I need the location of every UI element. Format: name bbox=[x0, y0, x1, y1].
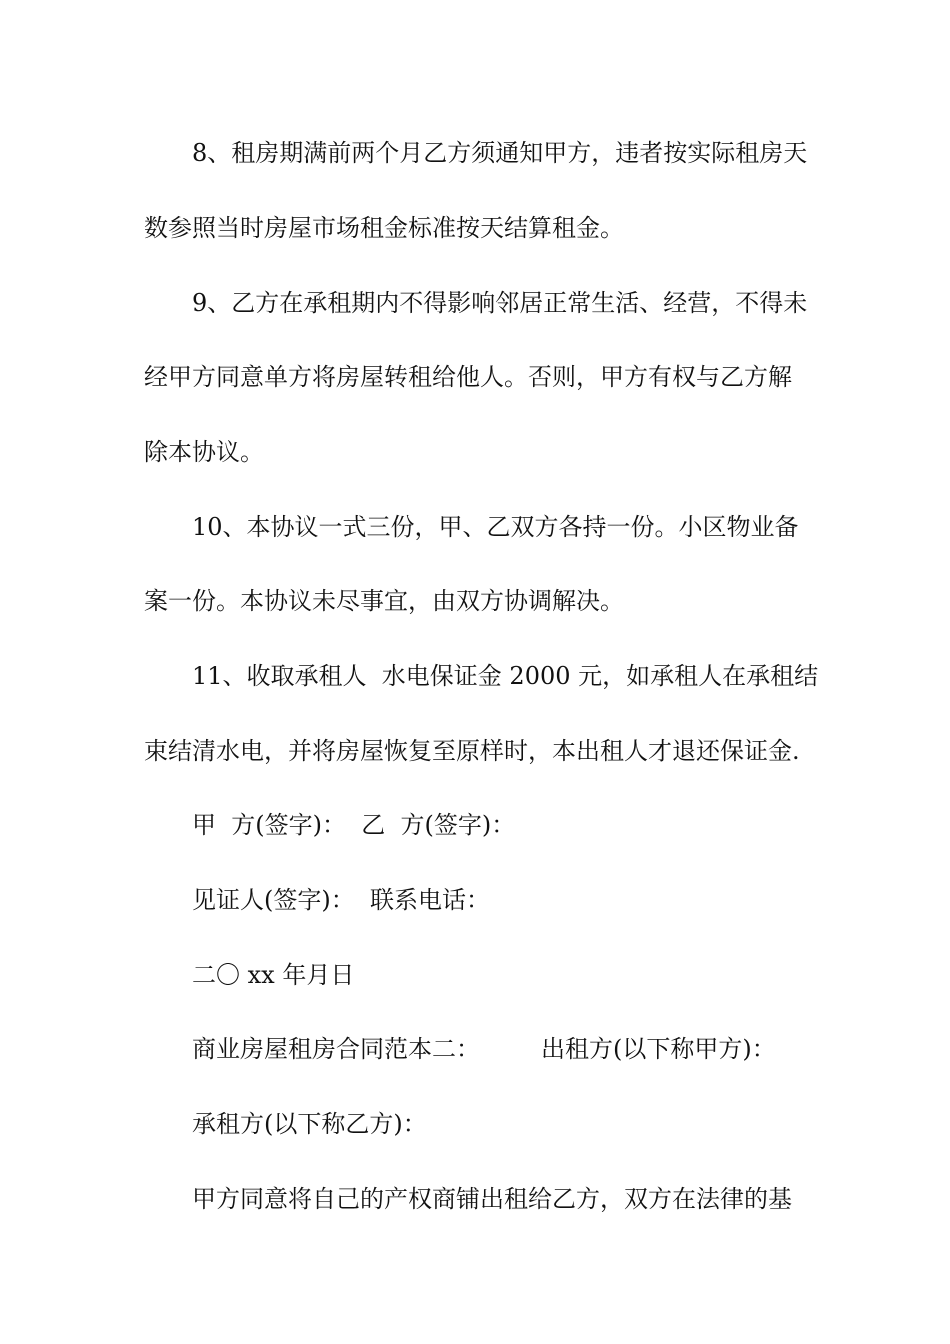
clause-11-line-1: 11、收取承租人 水电保证金 2000 元，如承租人在承租结 bbox=[192, 662, 819, 690]
clause-10-line-2: 案一份。本协议未尽事宜，由双方协调解决。 bbox=[144, 587, 624, 615]
lessee-line: 承租方(以下称乙方)： bbox=[192, 1110, 427, 1138]
clause-9-line-2: 经甲方同意单方将房屋转租给他人。否则，甲方有权与乙方解 bbox=[144, 363, 792, 391]
date-line: 二〇 xx 年月日 bbox=[192, 961, 355, 989]
clause-11-line-2: 束结清水电，并将房屋恢复至原样时，本出租人才退还保证金. bbox=[144, 737, 800, 765]
witness-line: 见证人(签字)： 联系电话： bbox=[192, 886, 490, 914]
contract-two-intro: 甲方同意将自己的产权商铺出租给乙方，双方在法律的基 bbox=[192, 1185, 792, 1213]
clause-8-line-1: 8、租房期满前两个月乙方须通知甲方，违者按实际租房天 bbox=[192, 139, 808, 167]
clause-10-line-1: 10、本协议一式三份，甲、乙双方各持一份。小区物业备 bbox=[192, 513, 799, 541]
clause-8-line-2: 数参照当时房屋市场租金标准按天结算租金。 bbox=[144, 214, 624, 242]
clause-9-line-3: 除本协议。 bbox=[144, 438, 264, 466]
signature-line: 甲 方(签字)： 乙 方(签字)： bbox=[192, 811, 516, 839]
clause-9-line-1: 9、乙方在承租期内不得影响邻居正常生活、经营，不得未 bbox=[192, 289, 808, 317]
contract-two-heading: 商业房屋租房合同范本二： 出租方(以下称甲方)： bbox=[192, 1035, 776, 1063]
